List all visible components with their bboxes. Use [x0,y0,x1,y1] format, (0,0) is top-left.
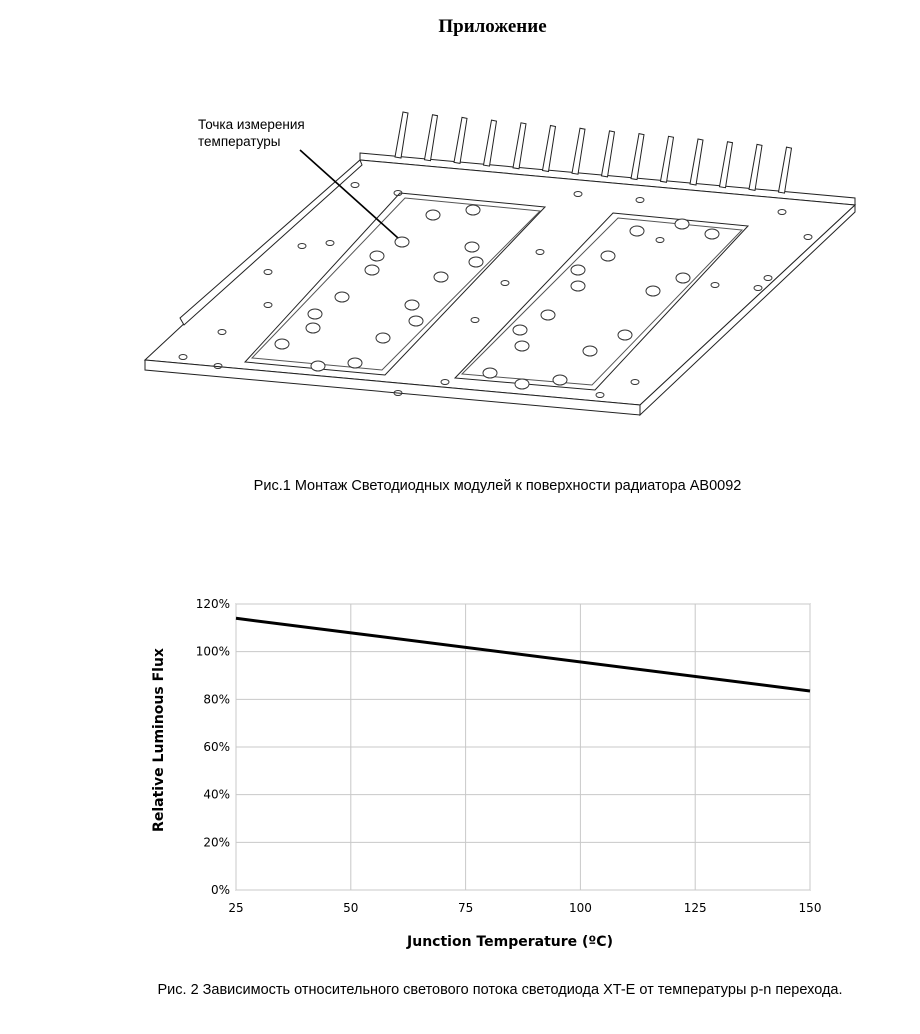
x-tick-labels [228,901,821,915]
x-tick-label: 25 [228,901,244,915]
x-tick-label: 150 [798,901,822,915]
x-axis-label: Junction Temperature (ºC) [407,934,613,950]
y-tick-label: 80% [203,692,230,707]
y-tick-label: 40% [203,787,230,802]
y-tick-label: 20% [203,835,230,850]
x-tick-label: 50 [343,901,359,915]
x-tick-label: 125 [683,901,707,915]
figure1-caption: Рис.1 Монтаж Светодиодных модулей к поверхности радиатора AB0092 [253,478,742,494]
y-tick-label: 100% [195,644,230,659]
y-tick-labels [196,597,230,897]
y-tick-label: 60% [203,740,230,754]
y-axis-label: Relative Luminous Flux [151,648,167,832]
temperature-point-label: Точка измерения температуры [198,117,305,149]
figure2-caption: Рис. 2 Зависимость относительного светового потока светодиода XT-E от температуры p-n перехода. [157,982,843,998]
y-tick-label: 0% [210,883,230,897]
x-tick-label: 75 [457,901,474,915]
page-title: Приложение [438,16,547,37]
y-tick-label: 120% [195,597,230,611]
x-tick-label: 100 [568,901,592,915]
